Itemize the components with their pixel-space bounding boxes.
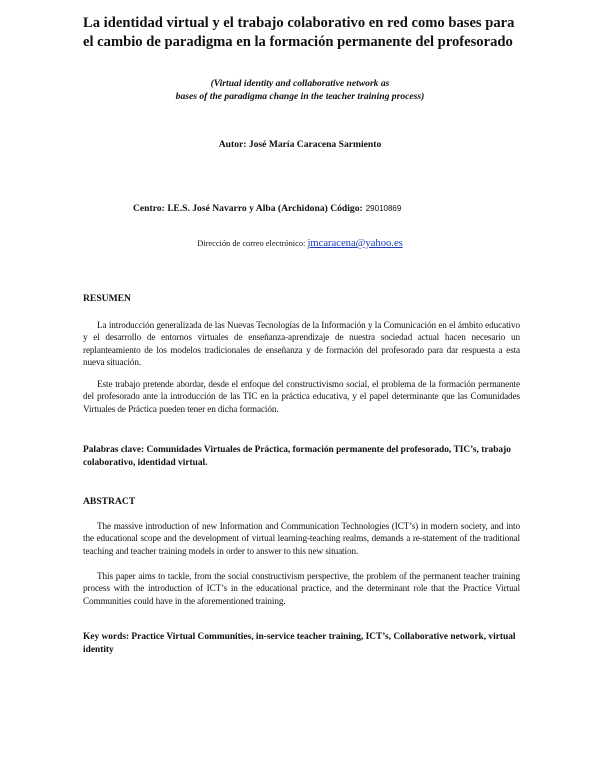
resumen-paragraph-2: Este trabajo pretende abordar, desde el enfoque del constructivismo social, el problema de la formación permanente del profesorado ante la introducción de las TIC en la práctica educativa, y el papel determinante que las Comunidades Virtuales de Práctica pueden tener en dicha formación. <box>83 379 520 414</box>
centro-text: Centro: I.E.S. José Navarro y Alba (Archidona) Código: <box>133 203 363 214</box>
email-line <box>0 238 600 249</box>
abstract-heading: ABSTRACT <box>83 496 136 507</box>
english-subtitle <box>0 77 600 103</box>
paper-title <box>83 14 523 52</box>
resumen-keywords: Palabras clave: Comunidades Virtuales de Práctica, formación permanente del profesorado, TIC’s, trabajo colaborativo, identidad virtual. <box>83 445 511 468</box>
resumen-paragraph-1: La introducción generalizada de las Nuevas Tecnologías de la Información y la Comunicación en el ámbito educativo y el desarrollo de entornos virtuales de enseñanza-aprendizaje de nuestra sociedad actual hacen necesario un replanteamiento de los modelos tradicionales de enseñanza y de formación del profesorado para dar respuesta a esta nueva situación. <box>83 320 520 368</box>
email-link[interactable]: jmcaracena@yahoo.es <box>307 238 403 249</box>
author-line: Autor: José María Caracena Sarmiento <box>218 139 382 150</box>
abstract-paragraph-1: The massive introduction of new Information and Communication Technologies (ICT’s) in modern society, and into the educational scope and the development of virtual learning-teaching realms, demands a re-statement of the traditional teaching and teacher training models in order to answer to this new situation. <box>83 521 520 556</box>
centro-code: 29010869 <box>365 204 402 213</box>
centro-line <box>133 203 401 214</box>
subtitle-line-2: bases of the paradigma change in the teacher training process) <box>175 91 425 102</box>
title-line-2: el cambio de paradigma en la formación permanente del profesorado <box>83 34 513 50</box>
resumen-heading: RESUMEN <box>83 293 131 304</box>
subtitle-line-1: (Virtual identity and collaborative network as <box>210 78 390 89</box>
abstract-keywords: Key words: Practice Virtual Communities, in-service teacher training, ICT’s, Collaborative network, virtual identity <box>83 632 516 655</box>
title-line-1: La identidad virtual y el trabajo colaborativo en red como bases para <box>83 15 515 31</box>
abstract-paragraph-2: This paper aims to tackle, from the social constructivism perspective, the problem of the permanent teacher training process with the introduction of ICT’s in the educational practice, and the determinant role that the Practice Virtual Communities could have in the aforementioned training. <box>83 571 520 606</box>
email-label: Dirección de correo electrónico: <box>197 239 306 248</box>
